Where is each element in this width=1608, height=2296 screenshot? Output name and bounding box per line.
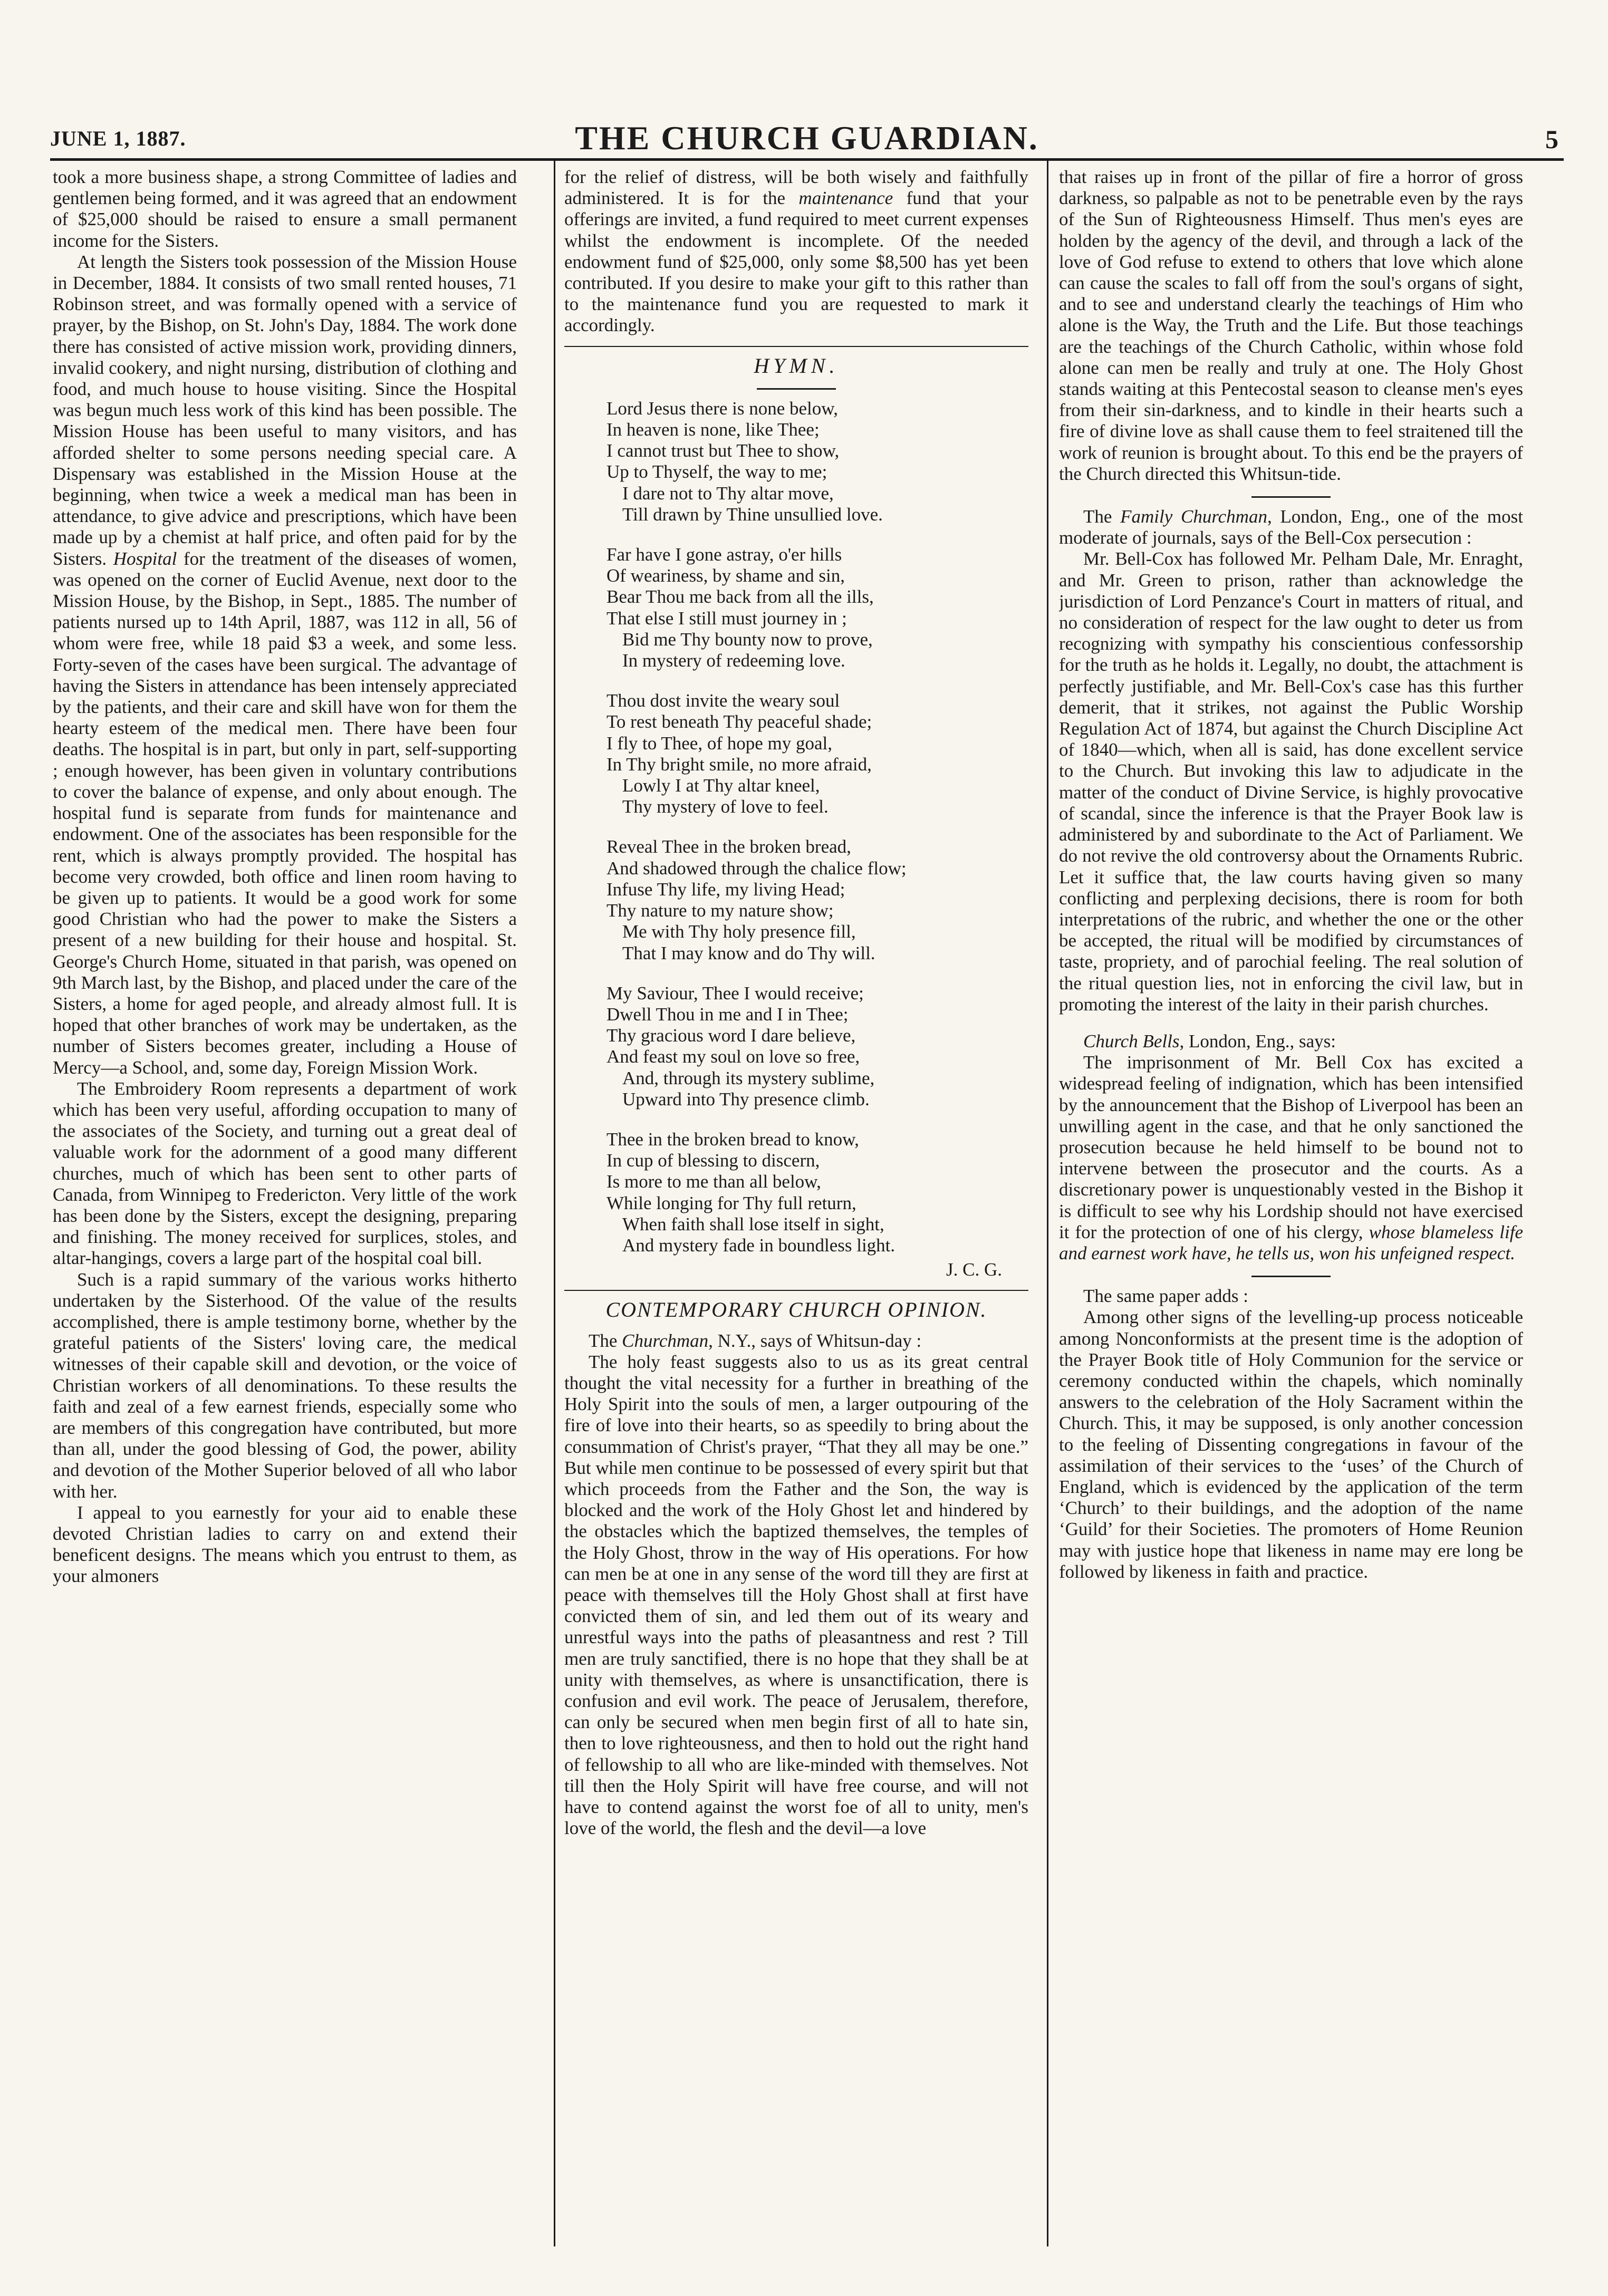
hymn-line: That else I still must journey in ; — [606, 607, 847, 629]
masthead — [50, 119, 1564, 156]
hymn-line: Till drawn by Thine unsullied love. — [622, 504, 883, 525]
short-rule — [757, 388, 836, 390]
col3-paragraph-4: Among other signs of the levelling-up process noticeable among Nonconformists at the present time is the adoption of the Prayer Book title of Holy Communion for the service or ceremony conducted within the chapels, which nominally answers to the celebration of the Holy Sacrament within the Church. This, it may be supposed, is only another concession to the feeling of Dissenting congregations in favour of the assimilation of their services to the ‘uses’ of the Church of England, which is evidenced by the application of the term ‘Church’ to their buildings, and the adoption of the name ‘Guild’ for their Societies. The promoters of Home Reunion may with justice hope that likeness in name may ere long be followed by likeness in faith and practice. — [1059, 1307, 1523, 1582]
col3-paragraph-3-text: The imprisonment of Mr. Bell Cox has excited a widespread feeling of indignation, which has been intensified by the announcement that the Bishop of Liverpool has been an unwilling agent in the case, and that he only sanctioned the prosecution because he held himself to be bound not to intervene between the prosecutor and the courts. As a discretionary power is unquestionably vested in the Bishop it is difficult to see why his Lordship should not have exercised it for the protection of one of his clergy, — [1059, 1052, 1523, 1242]
col1-paragraph-3: The Embroidery Room represents a department of work which has been very useful, affording occupation to many of the associates of the Society, and turning out a great deal of valuable work for the adornment of a good many different churches, much of which has been sent to other parts of Canada, from Winnipeg to Fredericton. Very little of the work has been done by the Sisters, except the designing, preparing and finishing. The money received for surplices, stoles, and altar-hangings, covers a large part of the hospital coal bill. — [53, 1078, 517, 1269]
hymn-line: I fly to Thee, of hope my goal, — [606, 732, 832, 754]
rule — [564, 1290, 1028, 1291]
hymn-line: Me with Thy holy presence fill, — [622, 921, 856, 942]
newspaper-title: THE CHURCH GUARDIAN. — [575, 119, 1039, 157]
col3-lede-2 — [1059, 506, 1523, 548]
col3-paragraph-3-emphasis: whose blameless life and earnest work have, he tells us, won his unfeigned respect. — [1059, 1221, 1523, 1263]
hymn-line: Upward into Thy presence climb. — [622, 1088, 870, 1110]
hymn-line: Up to Thyself, the way to me; — [606, 461, 827, 483]
col3-lede-4: The same paper adds : — [1083, 1286, 1248, 1307]
hymn-line: Thou dost invite the weary soul — [606, 690, 840, 711]
col1-paragraph-4: Such is a rapid summary of the various works hitherto undertaken by the Sisterhood. Of the value of the results accomplished, there is ample testimony borne, whether by the grateful patients of the Sisters' loving care, the medical witnesses of their capable skill and devotion, or the voice of Christian workers of all denominations. To these results the faith and zeal of a few earnest friends, especially some who are members of this congregation have contributed, but more than all, under the good blessing of God, the power, ability and devotion of the Mother Superior beloved of all who labor with her. — [53, 1269, 517, 1502]
hymn-line: Bear Thou me back from all the ills, — [606, 586, 874, 607]
hymn-line: Thy gracious word I dare believe, — [606, 1025, 856, 1046]
col3-lede-3-b: , London, Eng., says: — [1179, 1030, 1336, 1051]
col3-paragraph-1: that raises up in front of the pillar of fire a horror of gross darkness, so palpable as not to be penetrable even by the rays of the Sun of Righteousness Himself. Thus men's eyes are holden by the agency of the devil, and through a lack of the love of God refuse to extend to others that love which alone can cause the scales to fall off from the soul's organs of sight, and to see and understand clearly the teachings of Him who alone is the Way, the Truth and the Life. But those teachings are the teachings of the Church Catholic, within whose fold alone can men be really and truly at one. The Holy Ghost stands waiting at this Pentecostal season to cleanse men's eyes from their sin-darkness, and to kindle in their hearts such a fire of divine love as shall cause them to feel straitened till the work of reunion is brought about. To this end be the prayers of the Church directed this Whitsun-tide. — [1059, 167, 1523, 484]
col3-lede-3 — [1059, 1031, 1523, 1052]
hymn-line: Far have I gone astray, o'er hills — [606, 544, 842, 565]
col2-intro-emphasis: maintenance — [798, 188, 893, 209]
hymn-line: In cup of blessing to discern, — [606, 1150, 820, 1171]
hymn-line: Thy mystery of love to feel. — [622, 796, 829, 817]
column-3 — [1059, 167, 1523, 2250]
hymn-line: Infuse Thy life, my living Head; — [606, 879, 845, 900]
hymn-line: And feast my soul on love so free, — [606, 1046, 860, 1067]
col2-paragraph: The holy feast suggests also to us as its great central thought the vital necessity for a further in breathing of the Holy Spirit into the souls of men, a larger outpouring of the fire of love into their hearts, so as speedily to bring about the consummation of Christ's prayer, “That they all may be one.” But while men continue to be possessed of every spirit but that which proceeds from the Father and the Son, the way is blocked and the work of the Holy Ghost let and hindered by the obstacles which the baptized themselves, the temples of the Holy Ghost, throw in the way of His operations. For how can men be at one in any sense of the word till they are first at peace with themselves till the Holy Ghost shall at first have convicted them of sin, and led them out of its weary and unrestful ways into the paths of pleasantness and rest ? Till men are truly sanctified, there is no hope that they shall be at unity with themselves, as where is unsanctification, there is confusion and evil work. The peace of Jerusalem, therefore, can only be secured when men begin first of all to hate sin, then to love righteousness, and then to hold out the right hand of fellowship to all who are like-minded with themselves. Not till then the Holy Spirit will have free course, and will not have to contend against the worst foe of all to unity, men's love of the world, the flesh and the devil—a love — [564, 1351, 1028, 1839]
col1-paragraph-2-continued: for the treatment of the diseases of women, was opened on the corner of Euclid Avenue, next door to the Mission House, by the Bishop, in Sept., 1885. The number of patients nursed up to 14th April, 1887, was 112 in all, 56 of whom were free, while 18 paid $3 a week, and some less. Forty-seven of the cases have been surgical. The advantage of having the Sisters in attendance has been intensely appreciated by the patients, and their care and skill have won for them the hearty esteem of the medical men. There have been four deaths. The hospital is in part, but only in part, self-supporting ; enough however, has been given in voluntary contributions to cover the balance of expense, and only about enough. The hospital fund is separate from funds for maintenance and endowment. One of the associates has been responsible for the rent, which is always promptly provided. The hospital has become very crowded, both office and linen room having to be given up to patients. It would be a good work for some good Christian who had the power to make the Sisters a present of a new building for their house and hospital. St. George's Church Home, situated in that parish, was opened on 9th March last, by the Bishop, and placed under the care of the Sisters, a home for aged people, and already almost full. It is hoped that other branches of work may be undertaken, as the number of Sisters becomes greater, including a House of Mercy—a School, and, some day, Foreign Mission Work. — [53, 548, 517, 1078]
hymn-stanza — [606, 398, 1028, 525]
col3-lede-2-b: , London, Eng., one of the most moderate of journals, says of the Bell-Cox persecution : — [1059, 506, 1523, 548]
hymn-line: I dare not to Thy altar move, — [622, 483, 834, 504]
column-2 — [564, 167, 1028, 2250]
hymn-line: To rest beneath Thy peaceful shade; — [606, 711, 872, 732]
header-rule — [50, 158, 1564, 161]
col1-paragraph-1: took a more business shape, a strong Committee of ladies and gentlemen being formed, and it was agreed that an endowment of $25,000 should be raised to ensure a small permanent income for the Sisters. — [53, 167, 517, 251]
hymn-stanza — [606, 544, 1028, 671]
hymn-line: When faith shall lose itself in sight, — [622, 1213, 884, 1234]
hymn-line: In mystery of redeeming love. — [622, 650, 845, 671]
short-rule — [1251, 1276, 1331, 1277]
issue-date: JUNE 1, 1887. — [50, 127, 186, 150]
col2-lede-source: Churchman — [622, 1330, 709, 1351]
hymn-stanza — [606, 983, 1028, 1110]
col2-intro-a: for the relief of distress, will be both wisely and faithfully administered. It is for the — [564, 167, 1028, 209]
col1-paragraph-2 — [53, 252, 517, 1078]
col2-lede — [564, 1330, 1028, 1352]
column-1 — [53, 167, 517, 2250]
hymn-line: While longing for Thy full return, — [606, 1192, 856, 1213]
hymn-line: Reveal Thee in the broken bread, — [606, 836, 851, 857]
rule — [564, 346, 1028, 347]
hymn-line: And mystery fade in boundless light. — [622, 1234, 896, 1256]
col1-paragraph-2-text: At length the Sisters took possession of the Mission House in December, 1884. It consists of two small rented houses, 71 Robinson street, and was formally opened with a service of prayer, by the Bishop, on St. John's Day, 1884. The work done there has consisted of active mission work, providing dinners, invalid cookery, and night nursing, distribution of clothing and food, and much house to house visiting. Since the Hospital was begun much less work of this kind has been possible. The Mission House has been useful to many visitors, and has afforded shelter to some persons needing special care. A Dispensary was established in the Mission House at the beginning, when twice a week a medical man has been in attendance, to give advice and prescriptions, which have been made up by a chemist at half price, and often paid for by the Sisters. — [53, 251, 517, 569]
hymn-line: Is more to me than all below, — [606, 1171, 821, 1192]
hymn-line: Lowly I at Thy altar kneel, — [622, 775, 820, 796]
hymn-line: And shadowed through the chalice flow; — [606, 857, 907, 879]
hymn-line: I cannot trust but Thee to show, — [606, 440, 840, 461]
hymn-line: Dwell Thou in me and I in Thee; — [606, 1004, 849, 1025]
hymn-stanza — [606, 690, 1028, 817]
hymn-line: Thy nature to my nature show; — [606, 900, 834, 921]
hymn-line: And, through its mystery sublime, — [622, 1067, 875, 1088]
col1-paragraph-5: I appeal to you earnestly for your aid to enable these devoted Christian ladies to carry on and extend their beneficent designs. The means which you entrust to them, as your almoners — [53, 1502, 517, 1587]
hymn-line: In Thy bright smile, no more afraid, — [606, 754, 872, 775]
hymn-line: Of weariness, by shame and sin, — [606, 565, 845, 586]
section-heading: CONTEMPORARY CHURCH OPINION. — [605, 1298, 987, 1322]
col2-lede-a: The — [589, 1330, 622, 1351]
hymn-line: In heaven is none, like Thee; — [606, 419, 820, 440]
col2-intro — [564, 167, 1028, 336]
hymn — [564, 398, 1028, 1256]
hymn-stanza — [606, 1129, 1028, 1256]
hymn-line: That I may know and do Thy will. — [622, 942, 875, 963]
col3-lede-2-a: The — [1083, 506, 1121, 527]
hymn-line: Bid me Thy bounty now to prove, — [622, 629, 873, 650]
col3-paragraph-3 — [1059, 1052, 1523, 1264]
col2-lede-b: , N.Y., says of Whitsun-day : — [708, 1330, 922, 1351]
column-rule-left — [554, 161, 555, 2246]
hymn-signature: J. C. G. — [946, 1259, 1002, 1280]
col3-paragraph-2: Mr. Bell-Cox has followed Mr. Pelham Dale, Mr. Enraght, and Mr. Green to prison, rather than acknowledge the jurisdiction of Lord Penzance's Court in matters of ritual, and no consideration of respect for the law ought to deter us from recognizing with sympathy his conscientious confessorship for the truth as he holds it. Legally, no doubt, the attachment is perfectly justifiable, and Mr. Bell-Cox's case has this further demerit, that it strikes, not against the Public Worship Regulation Act of 1874, but against the Church Discipline Act of 1840—which, when all is said, has done excellent service to the Church. But invoking this law to adjudicate in the matter of the conduct of Divine Service, is highly provocative of scandal, since the inference is that the Prayer Book law is administered by and subordinate to the Act of Parliament. We do not revive the old controversy about the Ornaments Rubric. Let it suffice that, the law courts having given so many conflicting and perplexing decisions, there is room for both interpretations of the rubric, and whether the one or the other be accepted, the ritual will be modified by circumstances of taste, propriety, and of parochial feeling. The real solution of the ritual question lies, not in enforcing the civil law, but in promoting the interest of the laity in their parish churches. — [1059, 548, 1523, 1015]
hymn-title: HYMN. — [754, 353, 839, 378]
hymn-stanza — [606, 836, 1028, 963]
page-number: 5 — [1545, 124, 1558, 154]
column-rule-right — [1047, 161, 1048, 2246]
col1-paragraph-2-emphasis: Hospital — [113, 548, 177, 569]
short-rule — [1251, 496, 1331, 498]
col2-intro-b: fund that your offerings are invited, a fund required to meet current expenses whilst the endowment is incomplete. Of the needed endowment fund of $25,000, only some $8,500 has yet been contributed. If you desire to make your gift to this rather than to the maintenance fund you are requested to mark it accordingly. — [564, 188, 1028, 336]
col3-lede-3-source: Church Bells — [1083, 1030, 1180, 1051]
col3-lede-2-source: Family Churchman — [1120, 506, 1267, 527]
hymn-line: Lord Jesus there is none below, — [606, 398, 839, 419]
hymn-line: My Saviour, Thee I would receive; — [606, 982, 864, 1004]
hymn-line: Thee in the broken bread to know, — [606, 1128, 859, 1150]
